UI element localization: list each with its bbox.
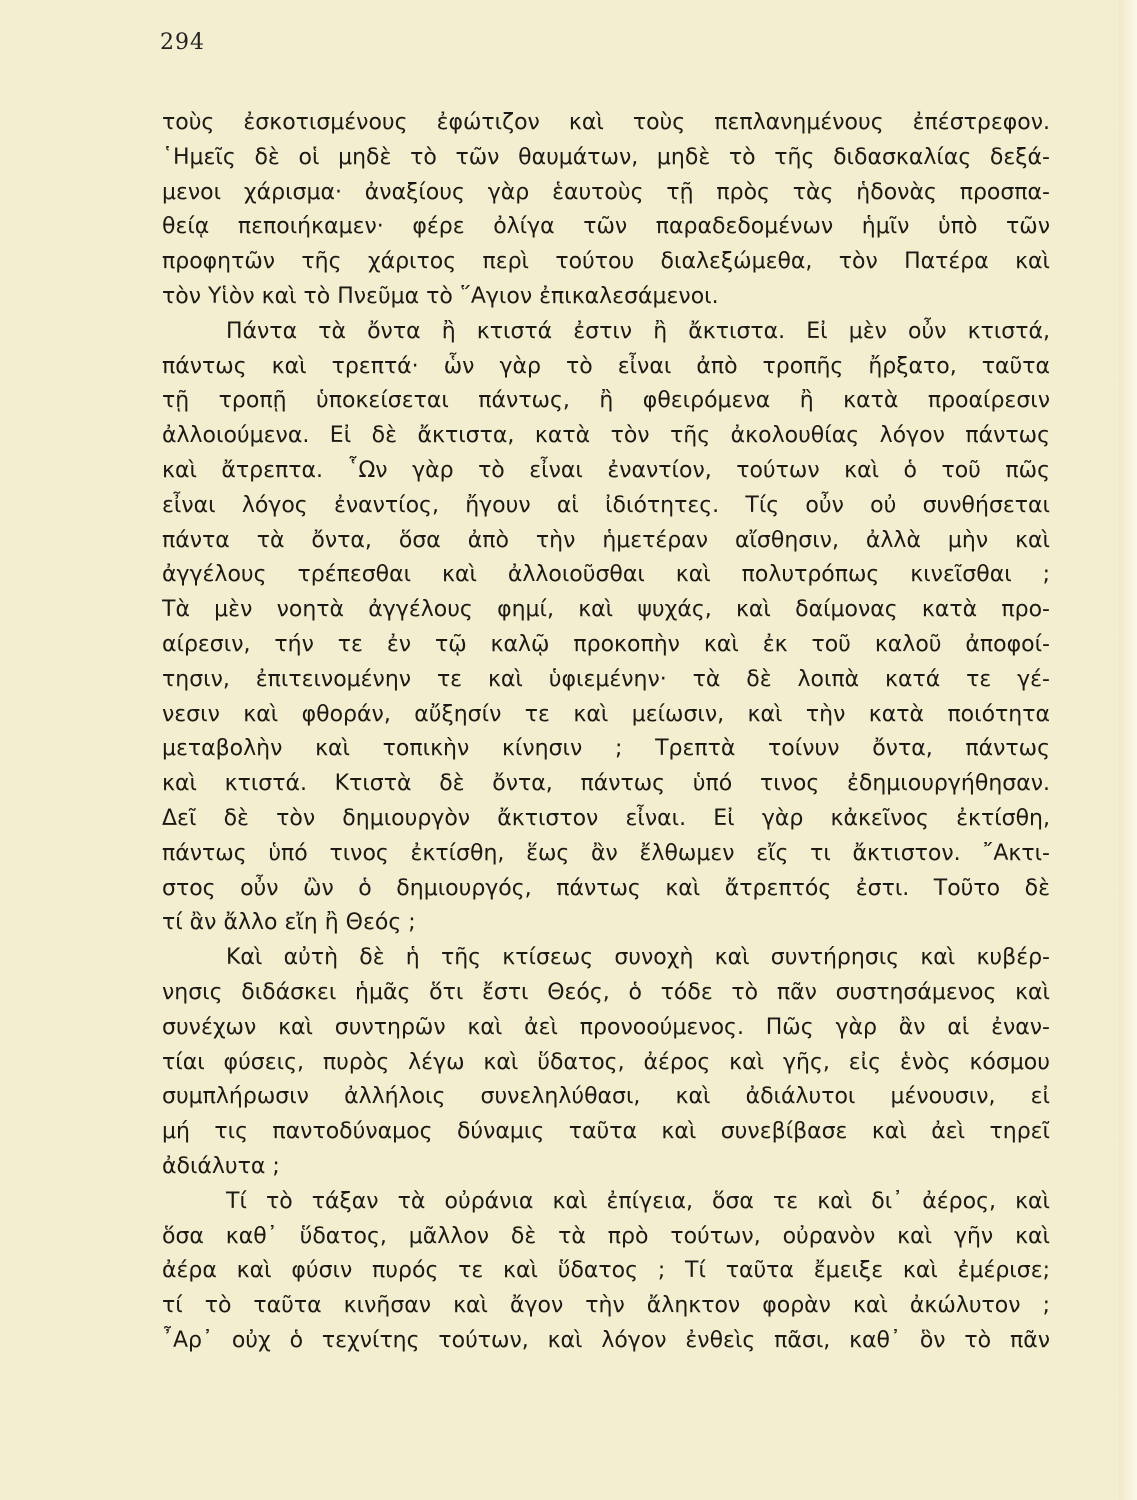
text-line: νεσιν καὶ φθοράν, αὔξησίν τε καὶ μείωσιν, καὶ τὴν κατὰ ποιότητα <box>162 701 1050 727</box>
text-line: στος οὖν ὢν ὁ δημιουργός, πάντως καὶ ἄτρεπτός ἐστι. Τοῦτο δὲ <box>162 875 1050 901</box>
text-line: ἀλλοιούμενα. Εἰ δὲ ἄκτιστα, κατὰ τὸν τῆς ἀκολουθίας λόγον πάντως <box>162 423 1050 449</box>
text-line: συμπλήρωσιν ἀλλήλοις συνεληλύθασι, καὶ ἀδιάλυτοι μένουσιν, εἰ <box>162 1084 1050 1110</box>
text-line: τί τὸ ταῦτα κινῆσαν καὶ ἄγον τὴν ἄληκτον φορὰν καὶ ἀκώλυτον ; <box>162 1293 1050 1319</box>
text-line: τὸν Υἱὸν καὶ τὸ Πνεῦμα τὸ ῞Αγιον ἐπικαλεσάμενοι. <box>162 283 719 309</box>
text-line: Τὰ μὲν νοητὰ ἀγγέλους φημί, καὶ ψυχάς, καὶ δαίμονας κατὰ προ- <box>162 597 1050 623</box>
page-number: 294 <box>160 30 205 55</box>
text-line: τησιν, ἐπιτεινομένην τε καὶ ὑφιεμένην· τὰ δὲ λοιπὰ κατά τε γέ- <box>162 666 1050 692</box>
text-line: μεταβολὴν καὶ τοπικὴν κίνησιν ; Τρεπτὰ τοίνυν ὄντα, πάντως <box>162 736 1050 762</box>
text-line: ἀδιάλυτα ; <box>162 1153 280 1179</box>
text-line: τίαι φύσεις, πυρὸς λέγω καὶ ὕδατος, ἀέρος καὶ γῆς, εἰς ἑνὸς κόσμου <box>162 1049 1050 1075</box>
text-line: πάντα τὰ ὄντα, ὅσα ἀπὸ τὴν ἡμετέραν αἴσθησιν, ἀλλὰ μὴν καὶ <box>162 527 1050 553</box>
text-line: συνέχων καὶ συντηρῶν καὶ ἀεὶ προνοούμενος. Πῶς γὰρ ἂν αἱ ἐναν- <box>162 1014 1050 1040</box>
page-edge <box>1119 0 1137 1500</box>
text-line: τοὺς ἐσκοτισμένους ἐφώτιζον καὶ τοὺς πεπλανημένους ἐπέστρεφον. <box>162 110 1050 135</box>
text-line: καὶ ἄτρεπτα. ῟Ων γὰρ τὸ εἶναι ἐναντίον, τούτων καὶ ὁ τοῦ πῶς <box>162 457 1050 483</box>
text-line: μή τις παντοδύναμος δύναμις ταῦτα καὶ συνεβίβασε καὶ ἀεὶ τηρεῖ <box>162 1119 1050 1145</box>
text-line: ἀέρα καὶ φύσιν πυρός τε καὶ ὕδατος ; Τί ταῦτα ἔμειξε καὶ ἐμέρισε; <box>162 1258 1050 1284</box>
text-line: πάντως ὑπό τινος ἐκτίσθη, ἕως ἂν ἔλθωμεν εἴς τι ἄκτιστον. ῎Ακτι- <box>162 840 1050 866</box>
text-line: τῇ τροπῇ ὑποκείσεται πάντως, ἢ φθειρόμενα ἢ κατὰ προαίρεσιν <box>162 388 1050 414</box>
text-line: πάντως καὶ τρεπτά· ὧν γὰρ τὸ εἶναι ἀπὸ τροπῆς ἤρξατο, ταῦτα <box>162 353 1050 379</box>
text-line: καὶ κτιστά. Κτιστὰ δὲ ὄντα, πάντως ὑπό τινος ἐδημιουργήθησαν. <box>162 771 1050 797</box>
text-line: Πάντα τὰ ὄντα ἢ κτιστά ἐστιν ἢ ἄκτιστα. Εἰ μὲν οὖν κτιστά, <box>226 318 1050 344</box>
text-line: εἶναι λόγος ἐναντίος, ἤγουν αἱ ἰδιότητες. Τίς οὖν οὐ συνθήσεται <box>162 492 1050 518</box>
text-line: Τί τὸ τάξαν τὰ οὐράνια καὶ ἐπίγεια, ὅσα τε καὶ δι᾽ ἀέρος, καὶ <box>226 1188 1050 1214</box>
text-line: ὅσα καθ᾽ ὕδατος, μᾶλλον δὲ τὰ πρὸ τούτων, οὐρανὸν καὶ γῆν καὶ <box>162 1223 1050 1249</box>
text-line: Δεῖ δὲ τὸν δημιουργὸν ἄκτιστον εἶναι. Εἰ γὰρ κἀκεῖνος ἐκτίσθη, <box>162 805 1050 831</box>
text-line: τί ἂν ἄλλο εἴη ἢ Θεός ; <box>162 910 416 936</box>
text-line: νησις διδάσκει ἡμᾶς ὅτι ἔστι Θεός, ὁ τόδε τὸ πᾶν συστησάμενος καὶ <box>162 979 1050 1005</box>
text-line: ῏Αρ᾽ οὐχ ὁ τεχνίτης τούτων, καὶ λόγον ἐνθεὶς πᾶσι, καθ᾽ ὃν τὸ πᾶν <box>162 1327 1050 1353</box>
text-line: ἀγγέλους τρέπεσθαι καὶ ἀλλοιοῦσθαι καὶ πολυτρόπως κινεῖσθαι ; <box>162 562 1050 588</box>
text-line: Καὶ αὐτὴ δὲ ἡ τῆς κτίσεως συνοχὴ καὶ συντήρησις καὶ κυβέρ- <box>226 945 1050 971</box>
text-line: θείᾳ πεποιήκαμεν· φέρε ὀλίγα τῶν παραδεδομένων ἡμῖν ὑπὸ τῶν <box>162 214 1050 240</box>
text-line: προφητῶν τῆς χάριτος περὶ τούτου διαλεξώμεθα, τὸν Πατέρα καὶ <box>162 249 1050 275</box>
text-line: ῾Ημεῖς δὲ οἱ μηδὲ τὸ τῶν θαυμάτων, μηδὲ τὸ τῆς διδασκαλίας δεξά- <box>162 144 1050 170</box>
text-line: μενοι χάρισμα· ἀναξίους γὰρ ἑαυτοὺς τῇ πρὸς τὰς ἡδονὰς προσπα- <box>162 179 1050 205</box>
body-text <box>162 106 1050 1359</box>
text-line: αίρεσιν, τήν τε ἐν τῷ καλῷ προκοπὴν καὶ ἐκ τοῦ καλοῦ ἀποφοί- <box>162 631 1050 657</box>
